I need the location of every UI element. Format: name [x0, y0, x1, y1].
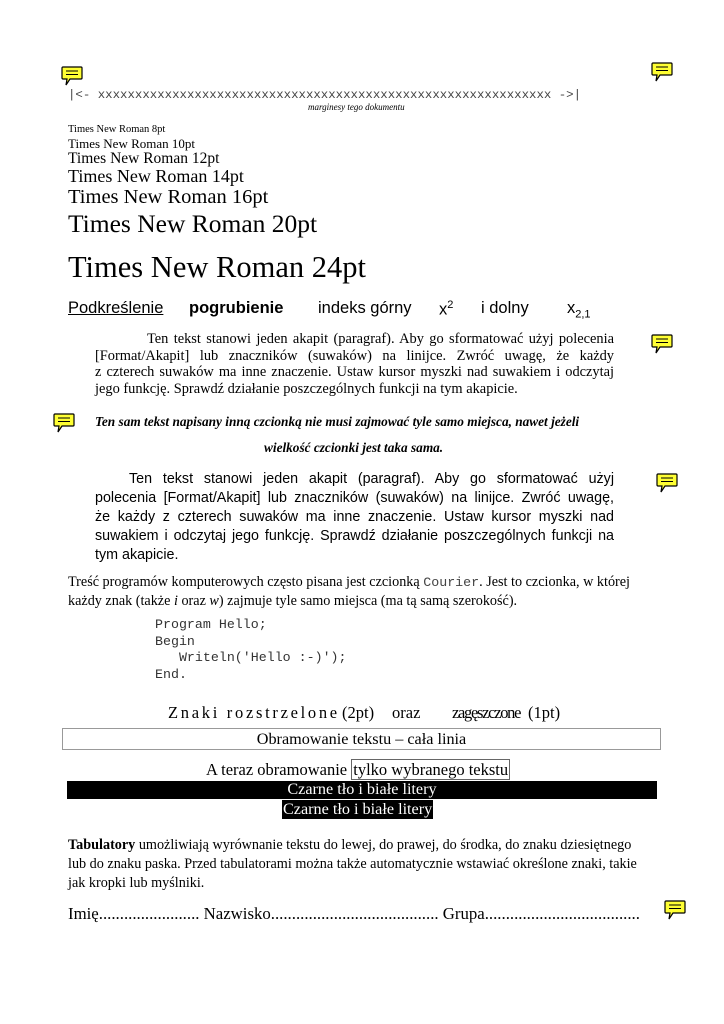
bold-sample: pogrubienie [189, 299, 284, 317]
text-run: . Jest to czcionka, w której [479, 574, 631, 590]
paragraph-line: z czterech suwaków ma inne znaczenie. Ustaw kursor myszki nad suwakiem i odczytaj [95, 364, 614, 381]
text-run: każdy znak (także [68, 593, 174, 609]
comment-note-icon[interactable] [651, 334, 673, 354]
text-run-italic: i [173, 593, 178, 609]
nazwisko-dots: ........................................ [270, 904, 439, 923]
font-size-14pt: Times New Roman 14pt [68, 166, 244, 186]
comment-note-icon[interactable] [656, 473, 678, 493]
paragraph-sans [95, 470, 614, 565]
subscript-base: x [567, 299, 576, 317]
paragraph-serif [95, 331, 614, 398]
tabs-paragraph [68, 836, 637, 893]
font-size-12pt: Times New Roman 12pt [68, 150, 220, 167]
courier-intro-line1 [68, 574, 630, 591]
expanded-note: (2pt) [342, 703, 375, 722]
font-size-8pt: Times New Roman 8pt [68, 124, 166, 135]
comment-note-icon[interactable] [53, 413, 75, 433]
code-line: End. [155, 666, 187, 682]
form-line [68, 904, 640, 924]
code-line: Writeln('Hello :-)'); [155, 650, 347, 665]
courier-intro-line2 [68, 593, 517, 610]
comment-note-icon[interactable] [61, 66, 83, 86]
condensed-text: zagęszczone [452, 703, 521, 722]
paragraph-line: polecenia [Format/Akapit] lub znaczników (suwaków) na linijce. Zwróć uwagę, [95, 490, 614, 506]
tabs-line [68, 836, 637, 855]
code-line: Program Hello; [155, 617, 267, 632]
margin-ruler: |<- xxxxxxxxxxxxxxxxxxxxxxxxxxxxxxxxxxxxxxxxxxxxxxxxxxxxxxxxxxxxx ->| [68, 88, 582, 102]
font-size-24pt: Times New Roman 24pt [68, 250, 366, 284]
paragraph-line: jego funkcję. Sprawdź działanie poszczególnych funkcji na tym akapicie. [95, 381, 518, 398]
paragraph-line: że każdy z czterech suwaków ma inne znaczenie. Ustaw kursor myszki nad [95, 509, 614, 525]
boxed-text: tylko wybranego tekstu [353, 760, 509, 779]
code-line: Begin [155, 633, 195, 649]
imie-label: Imię [68, 904, 99, 923]
tabs-line: lub do znaku paska. Przed tabulatorami można także automatycznie wstawiać określone znaki, takie [68, 856, 637, 872]
font-size-10pt: Times New Roman 10pt [68, 136, 195, 151]
paragraph-line: Ten tekst stanowi jeden akapit (paragraf). Aby go sformatować użyj [129, 471, 614, 487]
subscript-sample [567, 299, 591, 320]
underline-sample: Podkreślenie [68, 299, 164, 317]
superscript-value: 2 [447, 299, 454, 311]
superscript-base: x [439, 300, 448, 319]
text-run: A teraz obramowanie [206, 760, 352, 779]
comment-note-icon[interactable] [664, 900, 686, 920]
condensed-note: (1pt) [528, 703, 561, 722]
grupa-label: Grupa [442, 904, 485, 923]
paragraph-line: tym akapicie. [95, 547, 179, 563]
tabs-bold: Tabulatory [68, 837, 136, 853]
margin-caption: marginesy tego dokumentu [308, 102, 405, 112]
text-run: ) zajmuje tyle samo miejsca (ma tą samą szerokość). [218, 593, 518, 609]
subscript-label: i dolny [481, 299, 529, 317]
paragraph-line: Ten tekst stanowi jeden akapit (paragraf). Aby go sformatować użyj polecenia [147, 331, 614, 347]
black-partial-text: Czarne tło i białe litery [283, 800, 433, 818]
paragraph-line: [Format/Akapit] lub znaczników (suwaków) na linijce. Zwróć uwagę, że każdy [95, 347, 614, 364]
black-line-text: Czarne tło i białe litery [287, 780, 437, 798]
oraz-text: oraz [392, 703, 421, 722]
tabs-line: jak kropki lub myślniki. [68, 875, 205, 891]
text-run: umożliwiają wyrównanie tekstu do lewej, do prawej, do środka, do znaku dziesiętnego [135, 837, 632, 853]
grupa-dots: ..................................... [484, 904, 640, 923]
text-run: oraz [177, 593, 210, 609]
font-size-16pt: Times New Roman 16pt [68, 186, 269, 208]
formatting-line [68, 299, 163, 318]
text-run: Treść programów komputerowych często pisana jest czcionką [68, 574, 424, 590]
font-size-20pt: Times New Roman 20pt [68, 209, 318, 238]
comment-note-icon[interactable] [651, 62, 673, 82]
superscript-label: indeks górny [318, 299, 412, 317]
superscript-sample [439, 299, 453, 320]
expanded-text: Znaki rozstrzelone [168, 703, 340, 722]
bordered-line-text: Obramowanie tekstu – cała linia [256, 730, 467, 748]
nazwisko-label: Nazwisko [203, 904, 271, 923]
subscript-value: 2,1 [575, 308, 591, 321]
text-run-italic: w [209, 593, 219, 609]
code-block [155, 617, 347, 683]
paragraph-line: suwakiem i odczytaj jego funkcję. Sprawdź działanie poszczególnych funkcji na [95, 528, 614, 544]
imie-dots: ........................ [98, 904, 200, 923]
bold-italic-line: wielkość czcionki jest taka sama. [264, 440, 444, 455]
courier-sample: Courier [423, 575, 480, 590]
bold-italic-line: Ten sam tekst napisany inną czcionką nie musi zajmować tyle samo miejsca, nawet jeżeli [95, 414, 580, 429]
partial-border-line [206, 760, 510, 780]
